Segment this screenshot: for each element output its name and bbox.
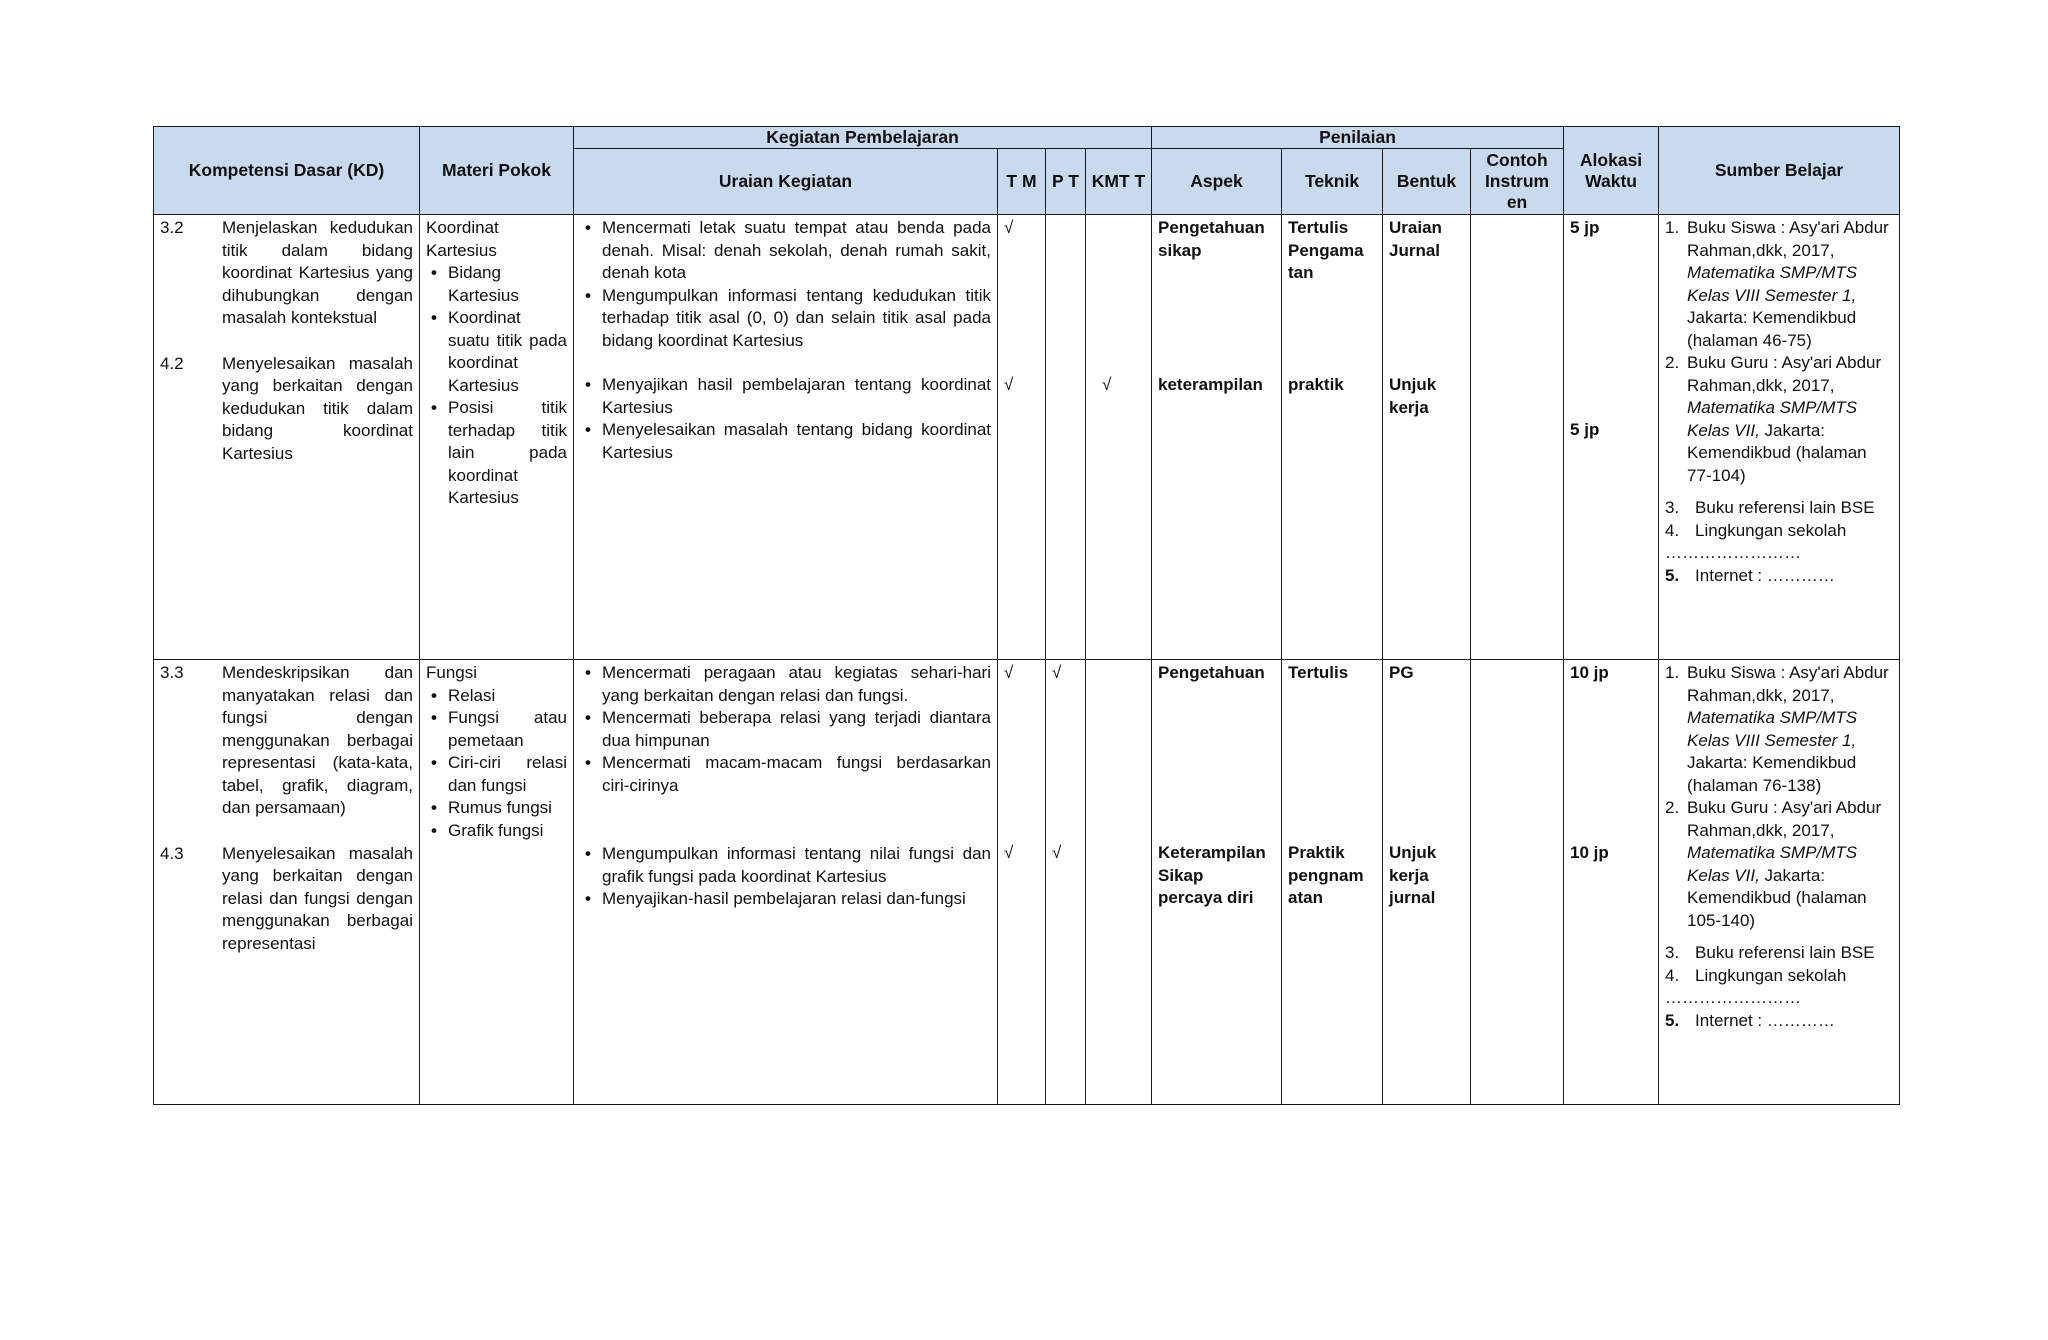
check-mark: [1092, 217, 1145, 374]
check-mark: √: [1004, 375, 1014, 394]
materi-list: [426, 685, 567, 843]
teknik-cell: [1282, 215, 1383, 660]
kmt-cell: [1086, 215, 1152, 660]
list-item: 5. Internet : …………: [1665, 565, 1835, 585]
uraian-cell: [574, 660, 998, 1105]
bentuk-cell: [1383, 215, 1471, 660]
kd-item: [160, 843, 413, 956]
header-uraian: Uraian Kegiatan: [574, 149, 998, 215]
header-alokasi: Alokasi Waktu: [1564, 127, 1659, 215]
kd-number: 4.3: [160, 843, 184, 863]
tm-cell: [998, 660, 1046, 1105]
list-item: 3. Buku referensi lain BSE: [1665, 498, 1875, 517]
teknik-text: Tertulis Pengama tan: [1288, 218, 1364, 282]
alokasi-text: 10 jp: [1570, 843, 1609, 862]
kmt-cell: [1086, 660, 1152, 1105]
aspek-text: Pengetahuan: [1158, 663, 1265, 682]
list-item: • Menyajikan-hasil pembelajaran relasi dan-fungsi: [602, 888, 991, 911]
bentuk-text: Unjuk kerja jurnal: [1389, 843, 1437, 907]
tm-cell: [998, 215, 1046, 660]
materi-cell: [420, 215, 574, 660]
alokasi-text: 10 jp: [1570, 663, 1609, 682]
kd-number: 4.2: [160, 353, 184, 373]
list-item: • Posisi titik terhadap titik lain pada koordinat Kartesius: [448, 397, 567, 510]
teknik-cell: [1282, 660, 1383, 1105]
teknik-text: Praktik pengnam atan: [1288, 843, 1364, 907]
check-mark: √: [1102, 375, 1112, 394]
kegiatan-list: [580, 662, 991, 797]
list-item: 3. Buku referensi lain BSE: [1665, 943, 1875, 962]
list-item: • Mencermati letak suatu tempat atau benda pada denah. Misal: denah sekolah, denah rumah sakit, denah kota: [602, 217, 991, 285]
aspek-text: keterampilan: [1158, 375, 1263, 394]
header-sumber: Sumber Belajar: [1659, 127, 1900, 215]
materi-list: [426, 262, 567, 510]
header-contoh: Contoh Instrum en: [1471, 149, 1564, 215]
kegiatan-list: [580, 843, 991, 911]
header-teknik: Teknik: [1282, 149, 1383, 215]
table-row: [154, 215, 1900, 660]
header-kd: Kompetensi Dasar (KD): [154, 127, 420, 215]
list-item: 1. Buku Siswa : Asy'ari Abdur Rahman,dkk, 2017, Matematika SMP/MTS Kelas VIII Semester 1, Jakarta: Kemendikbud (halaman 46-75): [1665, 218, 1889, 350]
header-bentuk: Bentuk: [1383, 149, 1471, 215]
aspek-text: Keterampilan Sikap percaya diri: [1158, 843, 1266, 907]
sumber-cell: [1659, 660, 1900, 1105]
materi-title: Koordinat Kartesius: [426, 218, 499, 260]
list-item: • Mencermati macam-macam fungsi berdasarkan ciri-cirinya: [602, 752, 991, 797]
list-item: 2. Buku Guru : Asy'ari Abdur Rahman,dkk, 2017, Matematika SMP/MTS Kelas VII, Jakarta: Kemendikbud (halaman 105-140): [1665, 798, 1882, 930]
kegiatan-list: [580, 217, 991, 352]
list-item: • Mengumpulkan informasi tentang nilai fungsi dan grafik fungsi pada koordinat Kartesius: [602, 843, 991, 888]
header-kmt: KMT T: [1086, 149, 1152, 215]
list-item: • Koordinat suatu titik pada koordinat Kartesius: [448, 307, 567, 397]
list-item: • Rumus fungsi: [448, 797, 567, 820]
alokasi-text: 5 jp: [1570, 420, 1600, 439]
uraian-cell: [574, 215, 998, 660]
list-item: • Ciri-ciri relasi dan fungsi: [448, 752, 567, 797]
kd-cell: [154, 215, 420, 660]
list-item: 4. Lingkungan sekolah ……………………: [1665, 965, 1847, 1007]
list-item: • Menyajikan hasil pembelajaran tentang koordinat Kartesius: [602, 374, 991, 419]
header-pt: P T: [1046, 149, 1086, 215]
kd-number: 3.2: [160, 218, 184, 237]
pt-cell: [1046, 660, 1086, 1105]
contoh-cell: [1471, 660, 1564, 1105]
check-mark: √: [1004, 843, 1014, 862]
bentuk-text: Uraian Jurnal: [1389, 218, 1442, 260]
kd-text: Menyelesaikan masalah yang berkaitan dengan kedudukan titik dalam bidang koordinat Kartesius: [222, 353, 413, 463]
sumber-cell: [1659, 215, 1900, 660]
list-item: • Mencermati peragaan atau kegiatas sehari-hari yang berkaitan dengan relasi dan fungsi.: [602, 662, 991, 707]
check-mark: [1052, 217, 1079, 374]
header-materi: Materi Pokok: [420, 127, 574, 215]
aspek-text: Pengetahuan sikap: [1158, 218, 1265, 260]
materi-title: Fungsi: [426, 663, 478, 682]
aspek-cell: [1152, 660, 1282, 1105]
bentuk-cell: [1383, 660, 1471, 1105]
kd-cell: [154, 660, 420, 1105]
teknik-text: praktik: [1288, 375, 1344, 394]
kd-text: Mendeskripsikan dan manyatakan relasi dan fungsi dengan menggunakan berbagai representasi (kata-kata, tabel, grafik, diagram, dan persamaan): [222, 663, 413, 817]
check-mark: √: [1052, 663, 1062, 682]
teknik-text: Tertulis: [1288, 663, 1349, 682]
list-item: • Fungsi atau pemetaan: [448, 707, 567, 752]
materi-cell: [420, 660, 574, 1105]
syllabus-table: [153, 126, 1900, 1105]
list-item: • Menyelesaikan masalah tentang bidang koordinat Kartesius: [602, 419, 991, 464]
check-mark: √: [1004, 663, 1014, 682]
bentuk-text: Unjuk kerja: [1389, 375, 1437, 417]
contoh-cell: [1471, 215, 1564, 660]
alokasi-text: 5 jp: [1570, 218, 1600, 237]
list-item: • Relasi: [448, 685, 567, 708]
kd-item: [160, 217, 413, 330]
kd-item: [160, 353, 413, 466]
bentuk-text: PG: [1389, 663, 1414, 682]
list-item: • Grafik fungsi: [448, 820, 567, 843]
kd-item: [160, 662, 413, 820]
list-item: • Mencermati beberapa relasi yang terjadi diantara dua himpunan: [602, 707, 991, 752]
kd-number: 3.3: [160, 663, 184, 682]
sumber-list: [1665, 217, 1893, 487]
alokasi-cell: [1564, 215, 1659, 660]
list-item: • Bidang Kartesius: [448, 262, 567, 307]
header-penilaian: Penilaian: [1152, 127, 1564, 149]
header-tm: T M: [998, 149, 1046, 215]
list-item: • Mengumpulkan informasi tentang kedudukan titik terhadap titik asal (0, 0) dan selain titik asal pada bidang koordinat Kartesius: [602, 285, 991, 353]
list-item: 2. Buku Guru : Asy'ari Abdur Rahman,dkk, 2017, Matematika SMP/MTS Kelas VII, Jakarta: Kemendikbud (halaman 77-104): [1665, 353, 1882, 485]
kd-text: Menyelesaikan masalah yang berkaitan dengan relasi dan fungsi dengan menggunakan berbagai representasi: [222, 843, 413, 953]
check-mark: √: [1004, 218, 1014, 237]
check-mark: √: [1052, 843, 1062, 862]
sumber-list: [1665, 662, 1893, 932]
alokasi-cell: [1564, 660, 1659, 1105]
header-kegiatan: Kegiatan Pembelajaran: [574, 127, 1152, 149]
aspek-cell: [1152, 215, 1282, 660]
list-item: 5. Internet : …………: [1665, 1010, 1835, 1030]
list-item: 1. Buku Siswa : Asy'ari Abdur Rahman,dkk, 2017, Matematika SMP/MTS Kelas VIII Semester 1, Jakarta: Kemendikbud (halaman 76-138): [1665, 663, 1889, 795]
header-aspek: Aspek: [1152, 149, 1282, 215]
kd-text: Menjelaskan kedudukan titik dalam bidang koordinat Kartesius yang dihubungkan dengan masalah kontekstual: [222, 218, 413, 327]
kegiatan-list: [580, 374, 991, 464]
list-item: 4. Lingkungan sekolah ……………………: [1665, 520, 1847, 562]
pt-cell: [1046, 215, 1086, 660]
check-mark: [1092, 662, 1145, 842]
table-row: [154, 660, 1900, 1105]
